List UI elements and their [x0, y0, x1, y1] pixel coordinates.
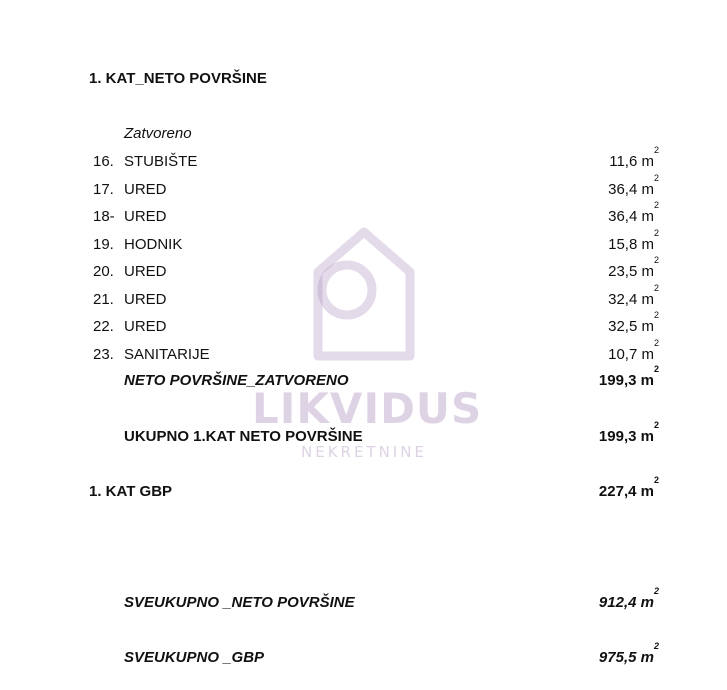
room-number: 23.	[93, 346, 114, 363]
room-area: 36,4 $m^2$	[608, 173, 659, 198]
subtotal-value: 199,3 $m^2$	[598, 364, 659, 389]
grand-net-value: 912,4 $m^2$	[598, 586, 659, 611]
room-name: URED	[124, 181, 167, 198]
room-name: STUBIŠTE	[124, 153, 198, 170]
section-heading: 1. KAT_NETO POVRŠINE	[89, 70, 267, 87]
room-area: 32,5 $m^2$	[608, 310, 659, 335]
room-number: 22.	[93, 318, 114, 335]
room-name: URED	[124, 318, 167, 335]
room-number: 19.	[93, 236, 114, 253]
room-name: URED	[124, 263, 167, 280]
room-name: SANITARIJE	[124, 346, 210, 363]
watermark-brand: LIKVIDUS	[252, 384, 483, 433]
gbp-value: 227,4 $m^2$	[598, 475, 659, 500]
room-number: 20.	[93, 263, 114, 280]
room-area: 36,4 $m^2$	[608, 200, 659, 225]
room-number: 21.	[93, 291, 114, 308]
watermark-subtitle: NEKRETNINE	[301, 443, 427, 461]
gbp-label: 1. KAT GBP	[89, 483, 173, 500]
room-area: 10,7 $m^2$	[608, 338, 659, 363]
grand-gbp-value: 975,5 $m^2$	[598, 641, 659, 666]
room-number: 18-	[93, 208, 115, 225]
room-area: 11,6 $m^2$	[609, 145, 659, 170]
grand-gbp-label: SVEUKUPNO _GBP	[124, 649, 265, 666]
room-area: 23,5 $m^2$	[608, 255, 659, 280]
subtotal-label: NETO POVRŠINE_ZATVORENO	[124, 372, 349, 389]
room-name: HODNIK	[124, 236, 183, 253]
room-number: 16.	[93, 153, 114, 170]
room-area: 32,4 $m^2$	[608, 283, 659, 308]
room-number: 17.	[93, 181, 114, 198]
room-name: URED	[124, 208, 167, 225]
floor-total-label: UKUPNO 1.KAT NETO POVRŠINE	[124, 428, 363, 445]
group-label: Zatvoreno	[124, 125, 192, 142]
room-area: 15,8 $m^2$	[608, 228, 659, 253]
room-name: URED	[124, 291, 167, 308]
grand-net-label: SVEUKUPNO _NETO POVRŠINE	[124, 594, 355, 611]
floor-total-value: 199,3 $m^2$	[598, 420, 659, 445]
